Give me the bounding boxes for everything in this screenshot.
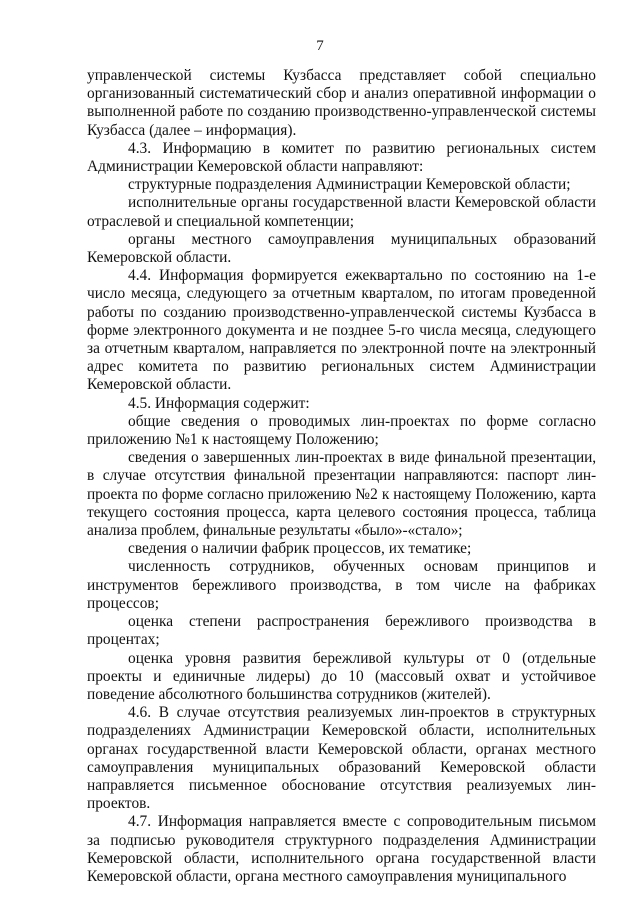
list-item-completed-projects: сведения о завершенных лин-проектах в виде финальной презентации, в случае отсутствия финальной презентации направляются: паспорт лин-проекта по форме согласно приложению №2 к настоящему Положению, карта текущего состояния процесса, карта целевого состояния процесса, таблица анализа проблем, финальные результаты «было»-«стало»; xyxy=(87,449,596,540)
paragraph-4-7: 4.7. Информация направляется вместе с сопроводительным письмом за подписью руководителя структурного подразделения Администрации Кемеровской области, исполнительного органа государственной власти Кемеровской области, органа местного самоуправления муниципального xyxy=(87,813,596,885)
paragraph-4-3: 4.3. Информацию в комитет по развитию региональных систем Администрации Кемеровской области направляют: xyxy=(87,139,596,176)
document-body xyxy=(87,67,596,886)
paragraph-4-4: 4.4. Информация формируется ежеквартально по состоянию на 1-е число месяца, следующего за отчетным кварталом, по итогам проведенной работы по созданию производственно-управленческой системы Кузбасса в форме электронного документа и не позднее 5-го числа месяца, следующего за отчетным кварталом, направляется по электронной почте на электронный адрес комитета по развитию региональных систем Администрации Кемеровской области. xyxy=(87,267,596,394)
page-number: 7 xyxy=(316,38,324,54)
list-item-culture-level: оценка уровня развития бережливой культуры от 0 (отдельные проекты и единичные лидеры) до 10 (массовый охват и устойчивое поведение абсолютного большинства сотрудников (жителей). xyxy=(87,649,596,703)
paragraph-continuation: управленческой системы Кузбасса представляет собой специально организованный систематический сбор и анализ оперативной информации о выполненной работе по созданию производственно-управленческой системы Кузбасса (далее – информация). xyxy=(87,67,596,139)
paragraph-4-5: 4.5. Информация содержит: xyxy=(128,394,310,412)
list-item-process-factories: сведения о наличии фабрик процессов, их тематике; xyxy=(128,540,472,558)
list-item-spread-assessment: оценка степени распространения бережливого производства в процентах; xyxy=(87,613,596,649)
list-item-structural-units: структурные подразделения Администрации Кемеровской области; xyxy=(128,176,571,194)
list-item-general-info: общие сведения о проводимых лин-проектах по форме согласно приложению №1 к настоящему Положению; xyxy=(87,412,596,449)
list-item-staff-count: численность сотрудников, обученных основам принципов и инструментов бережливого производства, в том числе на фабриках процессов; xyxy=(87,558,596,612)
list-item-executive-bodies: исполнительные органы государственной власти Кемеровской области отраслевой и специальной компетенции; xyxy=(87,194,596,230)
list-item-local-government: органы местного самоуправления муниципальных образований Кемеровской области. xyxy=(87,230,596,267)
paragraph-4-6: 4.6. В случае отсутствия реализуемых лин-проектов в структурных подразделениях Администрации Кемеровской области, исполнительных органах государственной власти Кемеровской области, органах местного самоуправления муниципальных образований Кемеровской области направляется письменное обоснование отсутствия реализуемых лин-проектов. xyxy=(87,704,596,813)
